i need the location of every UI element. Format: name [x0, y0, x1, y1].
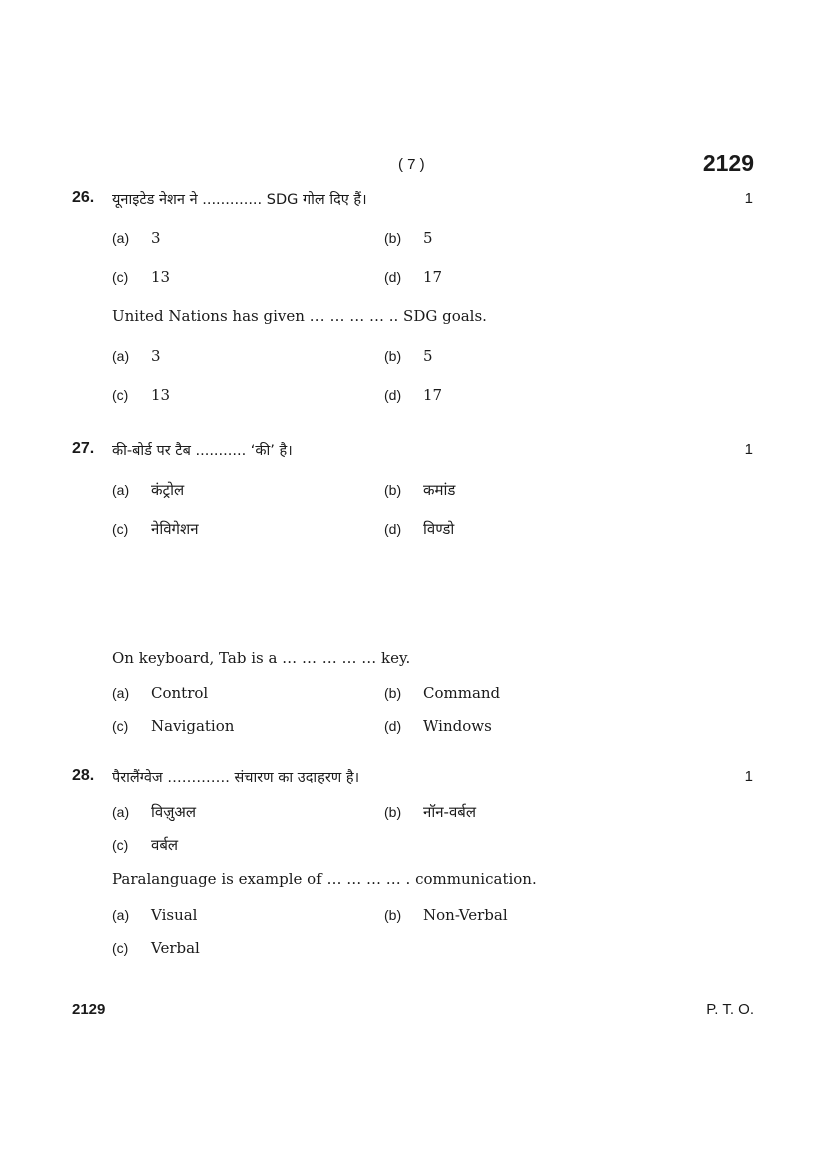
question-26-marks: 1 [744, 190, 753, 207]
q28-hindi-option-c-text: वर्बल [151, 836, 179, 854]
question-26-number: 26. [72, 189, 95, 206]
q28-hindi-option-b-text: नॉन-वर्बल [423, 803, 477, 821]
q27-hindi-option-c-text: नेविगेशन [151, 520, 199, 538]
question-27-english-text: On keyboard, Tab is a … … … … … key. [112, 649, 411, 667]
question-28-hindi-text: पैरालैंग्वेज …………. संचारण का उदाहरण है। [112, 770, 360, 786]
q26-english-option-d-text: 17 [423, 386, 443, 404]
question-26-hindi-text: यूनाइटेड नेशन ने ............. SDG गोल दिए हैं। [112, 192, 367, 208]
question-26-english-text: United Nations has given … … … … .. SDG goals. [112, 307, 487, 325]
q26-english-option-a-label: (a) [112, 348, 130, 364]
question-28-english-text: Paralanguage is example of … … … … . communication. [112, 870, 537, 888]
q26-english-option-b-text: 5 [423, 347, 433, 365]
q26-hindi-option-b-text: 5 [423, 229, 433, 247]
paper-code-header: 2129 [702, 150, 754, 176]
q26-english-option-a-text: 3 [151, 347, 161, 365]
q28-hindi-option-a-text: विज़ुअल [151, 803, 196, 821]
q27-hindi-option-b-text: कमांड [423, 481, 456, 499]
q27-hindi-option-d-text: विण्डो [423, 520, 455, 538]
paper-code-footer: 2129 [72, 1001, 106, 1018]
q27-hindi-option-d-label: (d) [384, 521, 402, 537]
question-27-hindi-text: की-बोर्ड पर टैब ........... ‘की’ है। [112, 443, 293, 459]
q28-english-option-b-label: (b) [384, 907, 402, 923]
q26-hindi-option-c-label: (c) [112, 269, 129, 285]
pto-label: P. T. O. [706, 1001, 754, 1018]
q27-hindi-option-c-label: (c) [112, 521, 129, 537]
q26-hindi-option-a-text: 3 [151, 229, 161, 247]
q28-english-option-b-text: Non-Verbal [423, 906, 508, 924]
page-number: ( 7 ) [398, 156, 425, 173]
q27-english-option-a-label: (a) [112, 685, 130, 701]
q27-hindi-option-b-label: (b) [384, 482, 402, 498]
q27-english-option-b-label: (b) [384, 685, 402, 701]
q27-hindi-option-a-text: कंट्रोल [151, 481, 185, 499]
q28-hindi-option-c-label: (c) [112, 837, 129, 853]
q28-english-option-a-text: Visual [151, 906, 198, 924]
q26-hindi-option-d-text: 17 [423, 268, 443, 286]
q28-english-option-c-text: Verbal [151, 939, 200, 957]
question-27-marks: 1 [744, 441, 753, 458]
q26-hindi-option-b-label: (b) [384, 230, 402, 246]
question-27-number: 27. [72, 440, 95, 457]
q28-english-option-a-label: (a) [112, 907, 130, 923]
q26-english-option-c-text: 13 [151, 386, 171, 404]
q26-english-option-b-label: (b) [384, 348, 402, 364]
q27-english-option-d-text: Windows [423, 717, 492, 735]
q28-hindi-option-a-label: (a) [112, 804, 130, 820]
q26-english-option-d-label: (d) [384, 387, 402, 403]
q27-english-option-a-text: Control [151, 684, 209, 702]
q26-hindi-option-a-label: (a) [112, 230, 130, 246]
q28-english-option-c-label: (c) [112, 940, 129, 956]
q27-english-option-c-text: Navigation [151, 717, 235, 735]
q26-english-option-c-label: (c) [112, 387, 129, 403]
q27-english-option-d-label: (d) [384, 718, 402, 734]
q27-english-option-b-text: Command [423, 684, 501, 702]
q26-hindi-option-d-label: (d) [384, 269, 402, 285]
question-28-marks: 1 [744, 768, 753, 785]
q26-hindi-option-c-text: 13 [151, 268, 171, 286]
question-28-number: 28. [72, 767, 95, 784]
q27-hindi-option-a-label: (a) [112, 482, 130, 498]
q27-english-option-c-label: (c) [112, 718, 129, 734]
q28-hindi-option-b-label: (b) [384, 804, 402, 820]
